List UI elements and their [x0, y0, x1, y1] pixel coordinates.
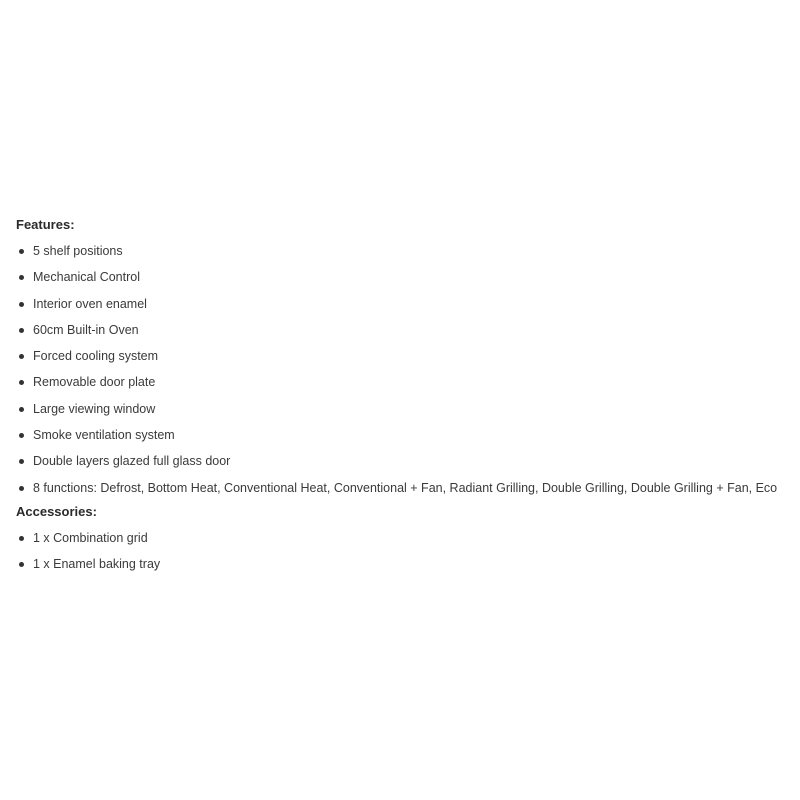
accessories-list — [16, 528, 800, 581]
feature-item-functions: 8 functions: Defrost, Bottom Heat, Conventional Heat, Conventional + Fan, Radiant Grilling, Double Grilling, Double Grilling + Fan, Eco — [16, 478, 800, 502]
accessories-heading: Accessories: — [16, 503, 97, 519]
feature-item: Interior oven enamel — [16, 294, 800, 320]
accessory-item: 1 x Combination grid — [16, 528, 800, 554]
feature-item: Smoke ventilation system — [16, 425, 800, 451]
feature-item: Mechanical Control — [16, 267, 800, 293]
product-spec-section — [16, 215, 800, 580]
features-heading: Features: — [16, 217, 75, 232]
feature-item: Large viewing window — [16, 399, 800, 425]
feature-item: 60cm Built-in Oven — [16, 320, 800, 346]
feature-item: Removable door plate — [16, 372, 800, 398]
accessory-item: 1 x Enamel baking tray — [16, 554, 800, 580]
feature-item: 5 shelf positions — [16, 241, 800, 267]
feature-item: Double layers glazed full glass door — [16, 451, 800, 477]
features-list — [16, 241, 800, 502]
feature-item: Forced cooling system — [16, 346, 800, 372]
